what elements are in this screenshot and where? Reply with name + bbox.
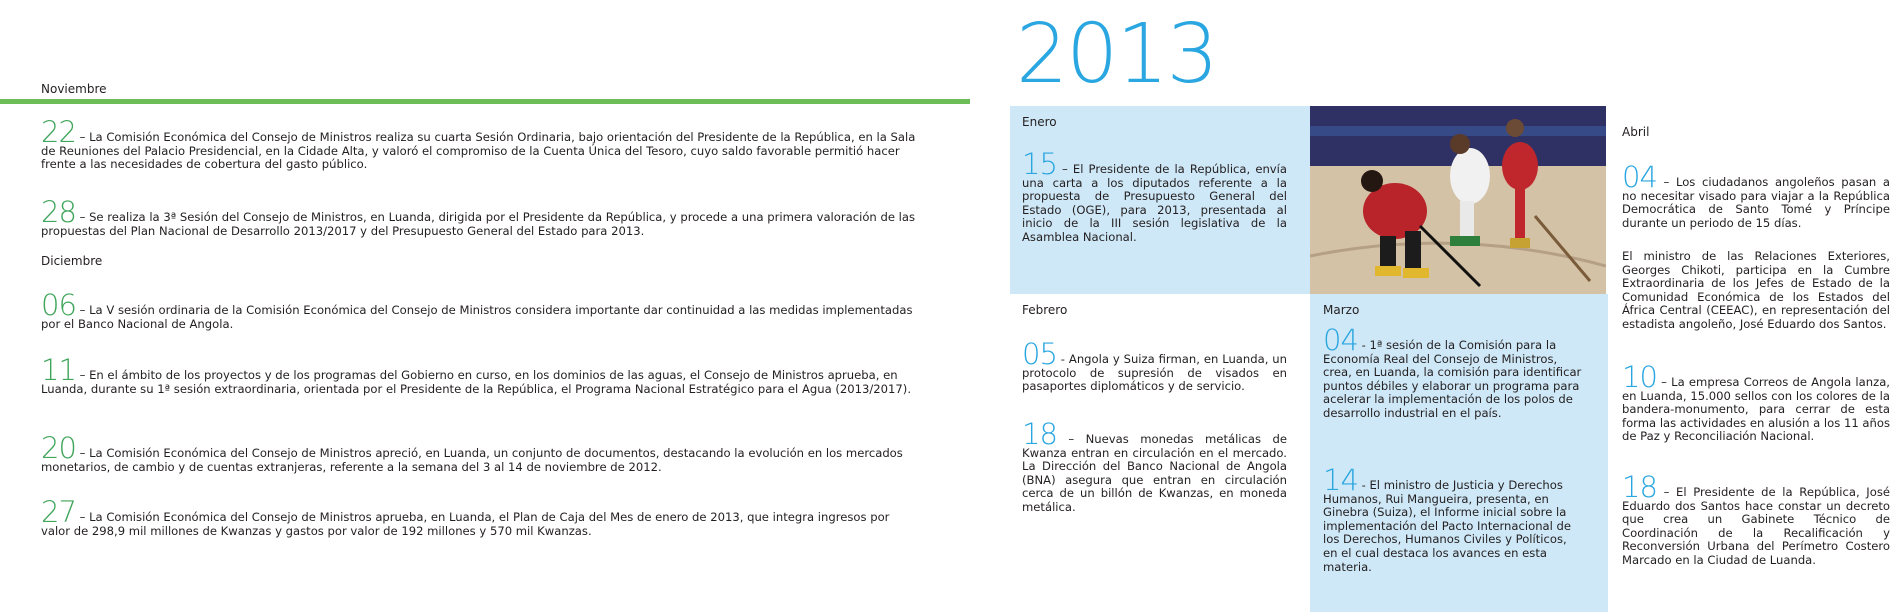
day-number: 04 [1323, 323, 1358, 357]
entry-text: - El ministro de Justicia y Derechos Humanos, Rui Mangueira, presenta, en Ginebra (Suiza), el Informe inicial sobre la implementación del Pacto Internacional de los Derechos, Humanos Civiles y Políticos, en el cual destaca los avances en esta materia. [1323, 478, 1572, 574]
entry-text: – La Comisión Económica del Consejo de Ministros apreció, en Luanda, un conjunto de documentos, destacando la evolución en los mercados monetarios, de cambio y de cuentas extranjeras, referente a la semana del 3 al 14 de noviembre de 2012. [41, 446, 903, 474]
month-label-noviembre: Noviembre [41, 82, 107, 96]
day-number: 04 [1622, 160, 1657, 194]
day-number: 10 [1622, 360, 1657, 394]
day-number: 18 [1622, 470, 1657, 504]
entry-text: – La Comisión Económica del Consejo de Ministros realiza su cuarta Sesión Ordinaria, bajo orientación del Presidente de la República, en la Sala de Reuniones del Palacio Presidencial, en la Cidade Alta, y valoró el compromiso de la Cuenta Única del Tesoro, cuyo saldo favorable permitió hacer frente a las necesidades de cobertura del gasto público. [41, 130, 916, 172]
year-title: 2013 [1016, 7, 1217, 102]
day-number: 05 [1022, 337, 1057, 371]
entry-diciembre-06 [41, 288, 919, 331]
month-label-marzo: Marzo [1323, 303, 1360, 317]
day-number: 14 [1323, 463, 1358, 497]
entry-text: – La V sesión ordinaria de la Comisión Económica del Consejo de Ministros considera importante dar continuidad a las medidas implementadas por el Banco Nacional de Angola. [41, 303, 913, 331]
month-label-febrero: Febrero [1022, 303, 1068, 317]
day-number: 22 [41, 115, 76, 149]
entry-marzo-04 [1323, 323, 1583, 421]
entry-text: – Se realiza la 3ª Sesión del Consejo de Ministros, en Luanda, dirigida por el Presidente da República, y procede a una primera valoración de las propuestas del Plan Nacional de Desarrollo 2013/2017 y del Presupuesto General del Estado para 2013. [41, 210, 916, 238]
month-label-abril: Abril [1622, 125, 1650, 139]
entry-diciembre-27 [41, 495, 919, 538]
entry-text: – La Comisión Económica del Consejo de Ministros aprueba, en Luanda, el Plan de Caja del Mes de enero de 2013, que integra ingresos por valor de 298,9 mil millones de Kwanzas y gastos por valor de 192 millones y 570 mil Kwanzas. [41, 510, 890, 538]
entry-text: – El Presidente de la República, envía una carta a los diputados referente a la propuesta de Presupuesto General del Estado (OGE), para 2013, presentada al inicio de la III sesión legislativa de la Asamblea Nacional. [1022, 162, 1287, 244]
entry-text: - 1ª sesión de la Comisión para la Economía Real del Consejo de Ministros, crea, en Luanda, la comisión para identificar puntos débiles y elaborar un programa para acelerar la implementación de los polos de desarrollo industrial en el país. [1323, 338, 1582, 420]
entry-noviembre-28 [41, 195, 919, 238]
day-number: 11 [41, 353, 76, 387]
entry-febrero-18 [1022, 417, 1287, 515]
entry-febrero-05 [1022, 337, 1287, 394]
roller-hockey-photo [1310, 106, 1606, 294]
entry-noviembre-22 [41, 115, 919, 172]
entry-abril-04 [1622, 160, 1890, 230]
month-label-diciembre: Diciembre [41, 254, 103, 268]
day-number: 18 [1022, 417, 1057, 451]
entry-text: – En el ámbito de los proyectos y de los programas del Gobierno en curso, en los dominios de las aguas, el Consejo de Ministros aprueba, en Luanda, durante su 1ª sesión extraordinaria, orientada por el Presidente de la República, el Programa Nacional Estratégico para el Agua (2013/2017). [41, 368, 912, 396]
entry-abril-18 [1622, 470, 1890, 568]
month-label-enero: Enero [1022, 115, 1057, 129]
entry-text: – La empresa Correos de Angola lanza, en Luanda, 15.000 sellos con los colores de la bandera-monumento, para cerrar de esta forma las actividades en alusión a los 11 años de Paz y Reconciliación Nacional. [1622, 375, 1890, 444]
entry-text: – Nuevas monedas metálicas de Kwanza entran en circulación en el mercado. La Dirección del Banco Nacional de Angola (BNA) asegura que entran en circulación cerca de un billón de Kwanzas, en moneda metálica. [1022, 432, 1287, 514]
entry-abril-ministro [1622, 250, 1890, 332]
entry-text: – El Presidente de la República, José Eduardo dos Santos hace constar un decreto que crea un Gabinete Técnico de Coordinación de la Recalificación y Reconversión Urbana del Perímetro Costero Marcado en la Ciudad de Luanda. [1622, 485, 1890, 567]
day-number: 15 [1022, 147, 1057, 181]
green-divider [0, 99, 970, 104]
day-number: 28 [41, 195, 76, 229]
day-number: 06 [41, 288, 76, 322]
entry-diciembre-20 [41, 431, 919, 474]
photo-illustration [1310, 106, 1606, 294]
entry-marzo-14 [1323, 463, 1583, 574]
entry-abril-10 [1622, 360, 1890, 444]
entry-diciembre-11 [41, 353, 919, 396]
entry-text: – Los ciudadanos angoleños pasan a no necesitar visado para viajar a la República Democrática de Santo Tomé y Príncipe durante un periodo de 15 días. [1622, 175, 1890, 230]
day-number: 20 [41, 431, 76, 465]
entry-enero-15 [1022, 147, 1287, 245]
day-number: 27 [41, 495, 76, 529]
entry-text: - Angola y Suiza firman, en Luanda, un protocolo de supresión de visados en pasaportes diplomáticos y de servicio. [1022, 352, 1287, 394]
entry-text: El ministro de las Relaciones Exteriores, Georges Chikoti, participa en la Cumbre Extraordinaria de los Jefes de Estado de la Comunidad Económica de los Estados del África Central (CEEAC), en representación del estadista angoleño, José Eduardo dos Santos. [1622, 249, 1890, 331]
